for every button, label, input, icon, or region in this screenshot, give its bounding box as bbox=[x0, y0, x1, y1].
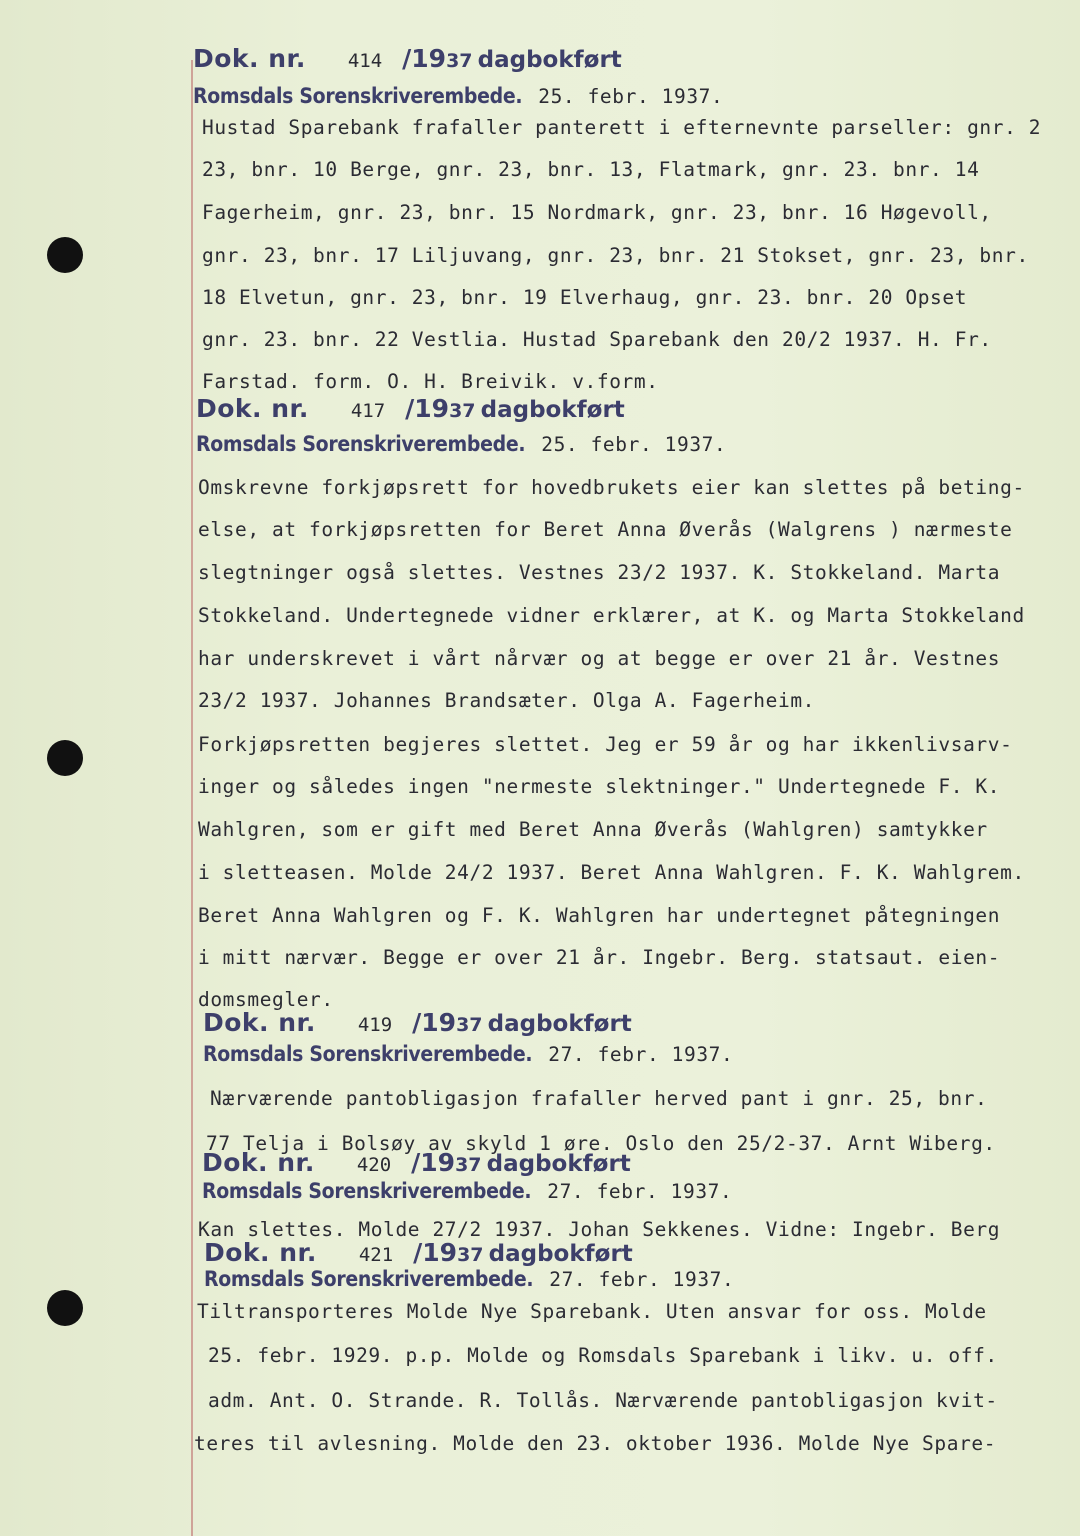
binder-hole-middle bbox=[47, 740, 83, 776]
office-name: Romsdals Sorenskriverembede. bbox=[193, 84, 523, 108]
entry-date: 25. febr. 1937. bbox=[541, 433, 727, 456]
office-name: Romsdals Sorenskriverembede. bbox=[196, 432, 526, 456]
doc-stamp bbox=[202, 1148, 631, 1177]
doc-label: Dok. nr. bbox=[196, 394, 309, 423]
text-line: 25. febr. 1929. p.p. Molde og Romsdals Sparebank i likv. u. off. bbox=[208, 1344, 998, 1367]
text-line: Stokkeland. Undertegnede vidner erklærer, at K. og Marta Stokkeland bbox=[198, 604, 1025, 627]
text-line: Beret Anna Wahlgren og F. K. Wahlgren har undertegnet påtegningen bbox=[198, 904, 1001, 927]
text-line: gnr. 23, bnr. 17 Liljuvang, gnr. 23, bnr. 21 Stokset, gnr. 23, bnr. bbox=[202, 244, 1029, 267]
text-line: 77 Telja i Bolsøy av skyld 1 øre. Oslo den 25/2-37. Arnt Wiberg. bbox=[206, 1132, 996, 1155]
dagbok-label: dagbokført bbox=[487, 1011, 632, 1037]
doc-year-suffix: 37 bbox=[449, 400, 476, 422]
doc-year-prefix: /19 bbox=[411, 1148, 456, 1177]
entry-date: 27. febr. 1937. bbox=[549, 1268, 735, 1291]
dagbok-label: dagbokført bbox=[480, 397, 625, 423]
doc-label: Dok. nr. bbox=[193, 44, 306, 73]
text-line: teres til avlesning. Molde den 23. oktober 1936. Molde Nye Spare- bbox=[194, 1432, 997, 1455]
entry-date: 27. febr. 1937. bbox=[547, 1180, 733, 1203]
doc-year-prefix: /19 bbox=[402, 44, 447, 73]
text-line: Tiltransporteres Molde Nye Sparebank. Uten ansvar for oss. Molde bbox=[197, 1300, 987, 1323]
doc-label: Dok. nr. bbox=[203, 1008, 316, 1037]
doc-number: 414 bbox=[347, 50, 383, 72]
text-line: Omskrevne forkjøpsrett for hovedbrukets eier kan slettes på beting- bbox=[198, 476, 1025, 499]
text-line: 18 Elvetun, gnr. 23, bnr. 19 Elverhaug, gnr. 23. bnr. 20 Opset bbox=[202, 286, 968, 309]
doc-stamp bbox=[193, 44, 622, 73]
office-name: Romsdals Sorenskriverembede. bbox=[204, 1267, 534, 1291]
dagbok-label: dagbokført bbox=[477, 47, 622, 73]
office-stamp bbox=[204, 1267, 734, 1291]
entry-date: 25. febr. 1937. bbox=[538, 85, 724, 108]
doc-year-prefix: /19 bbox=[412, 1008, 457, 1037]
office-stamp bbox=[202, 1179, 732, 1203]
doc-year-suffix: 37 bbox=[455, 1154, 482, 1176]
doc-year-prefix: /19 bbox=[405, 394, 450, 423]
office-stamp bbox=[196, 432, 726, 456]
doc-number: 417 bbox=[350, 400, 386, 422]
text-line: i sletteasen. Molde 24/2 1937. Beret Anna Wahlgren. F. K. Wahlgrem. bbox=[198, 861, 1025, 884]
doc-year-suffix: 37 bbox=[457, 1244, 484, 1266]
doc-number: 419 bbox=[357, 1014, 393, 1036]
office-name: Romsdals Sorenskriverembede. bbox=[203, 1042, 533, 1066]
doc-label: Dok. nr. bbox=[202, 1148, 315, 1177]
binder-hole-bottom bbox=[47, 1290, 83, 1326]
text-line: Forkjøpsretten begjeres slettet. Jeg er 59 år og har ikkenlivsarv- bbox=[198, 733, 1013, 756]
doc-year-suffix: 37 bbox=[446, 50, 473, 72]
doc-stamp bbox=[204, 1238, 633, 1267]
text-line: Wahlgren, som er gift med Beret Anna Øverås (Wahlgren) samtykker bbox=[198, 818, 988, 841]
binder-hole-top bbox=[47, 237, 83, 273]
text-line: Nærværende pantobligasjon frafaller herved pant i gnr. 25, bnr. bbox=[210, 1087, 988, 1110]
text-line: else, at forkjøpsretten for Beret Anna Øverås (Walgrens ) nærmeste bbox=[198, 518, 1013, 541]
text-line: 23, bnr. 10 Berge, gnr. 23, bnr. 13, Flatmark, gnr. 23. bnr. 14 bbox=[202, 158, 980, 181]
text-line: adm. Ant. O. Strande. R. Tollås. Nærværende pantobligasjon kvit- bbox=[208, 1389, 998, 1412]
office-stamp bbox=[203, 1042, 733, 1066]
text-line: Hustad Sparebank frafaller panterett i efternevnte parseller: gnr. 2 bbox=[202, 116, 1042, 139]
text-line: slegtninger også slettes. Vestnes 23/2 1937. K. Stokkeland. Marta bbox=[198, 561, 1001, 584]
text-line: domsmegler. bbox=[198, 988, 334, 1011]
office-stamp bbox=[193, 84, 723, 108]
text-line: gnr. 23. bnr. 22 Vestlia. Hustad Sparebank den 20/2 1937. H. Fr. bbox=[202, 328, 992, 351]
doc-number: 420 bbox=[356, 1154, 392, 1176]
doc-stamp bbox=[196, 394, 625, 423]
dagbok-label: dagbokført bbox=[488, 1241, 633, 1267]
text-line: Kan slettes. Molde 27/2 1937. Johan Sekkenes. Vidne: Ingebr. Berg bbox=[198, 1218, 1001, 1241]
text-line: 23/2 1937. Johannes Brandsæter. Olga A. Fagerheim. bbox=[198, 689, 815, 712]
margin-line bbox=[191, 60, 193, 1536]
doc-year-suffix: 37 bbox=[456, 1014, 483, 1036]
text-line: har underskrevet i vårt nårvær og at begge er over 21 år. Vestnes bbox=[198, 647, 1001, 670]
office-name: Romsdals Sorenskriverembede. bbox=[202, 1179, 532, 1203]
text-line: Farstad. form. O. H. Breivik. v.form. bbox=[202, 370, 659, 393]
doc-label: Dok. nr. bbox=[204, 1238, 317, 1267]
dagbok-label: dagbokført bbox=[486, 1151, 631, 1177]
doc-number: 421 bbox=[358, 1244, 394, 1266]
text-line: i mitt nærvær. Begge er over 21 år. Ingebr. Berg. statsaut. eien- bbox=[198, 946, 1001, 969]
doc-year-prefix: /19 bbox=[413, 1238, 458, 1267]
entry-date: 27. febr. 1937. bbox=[548, 1043, 734, 1066]
text-line: inger og således ingen "nermeste slektninger." Undertegnede F. K. bbox=[198, 775, 1001, 798]
doc-stamp bbox=[203, 1008, 632, 1037]
text-line: Fagerheim, gnr. 23, bnr. 15 Nordmark, gnr. 23, bnr. 16 Høgevoll, bbox=[202, 201, 992, 224]
